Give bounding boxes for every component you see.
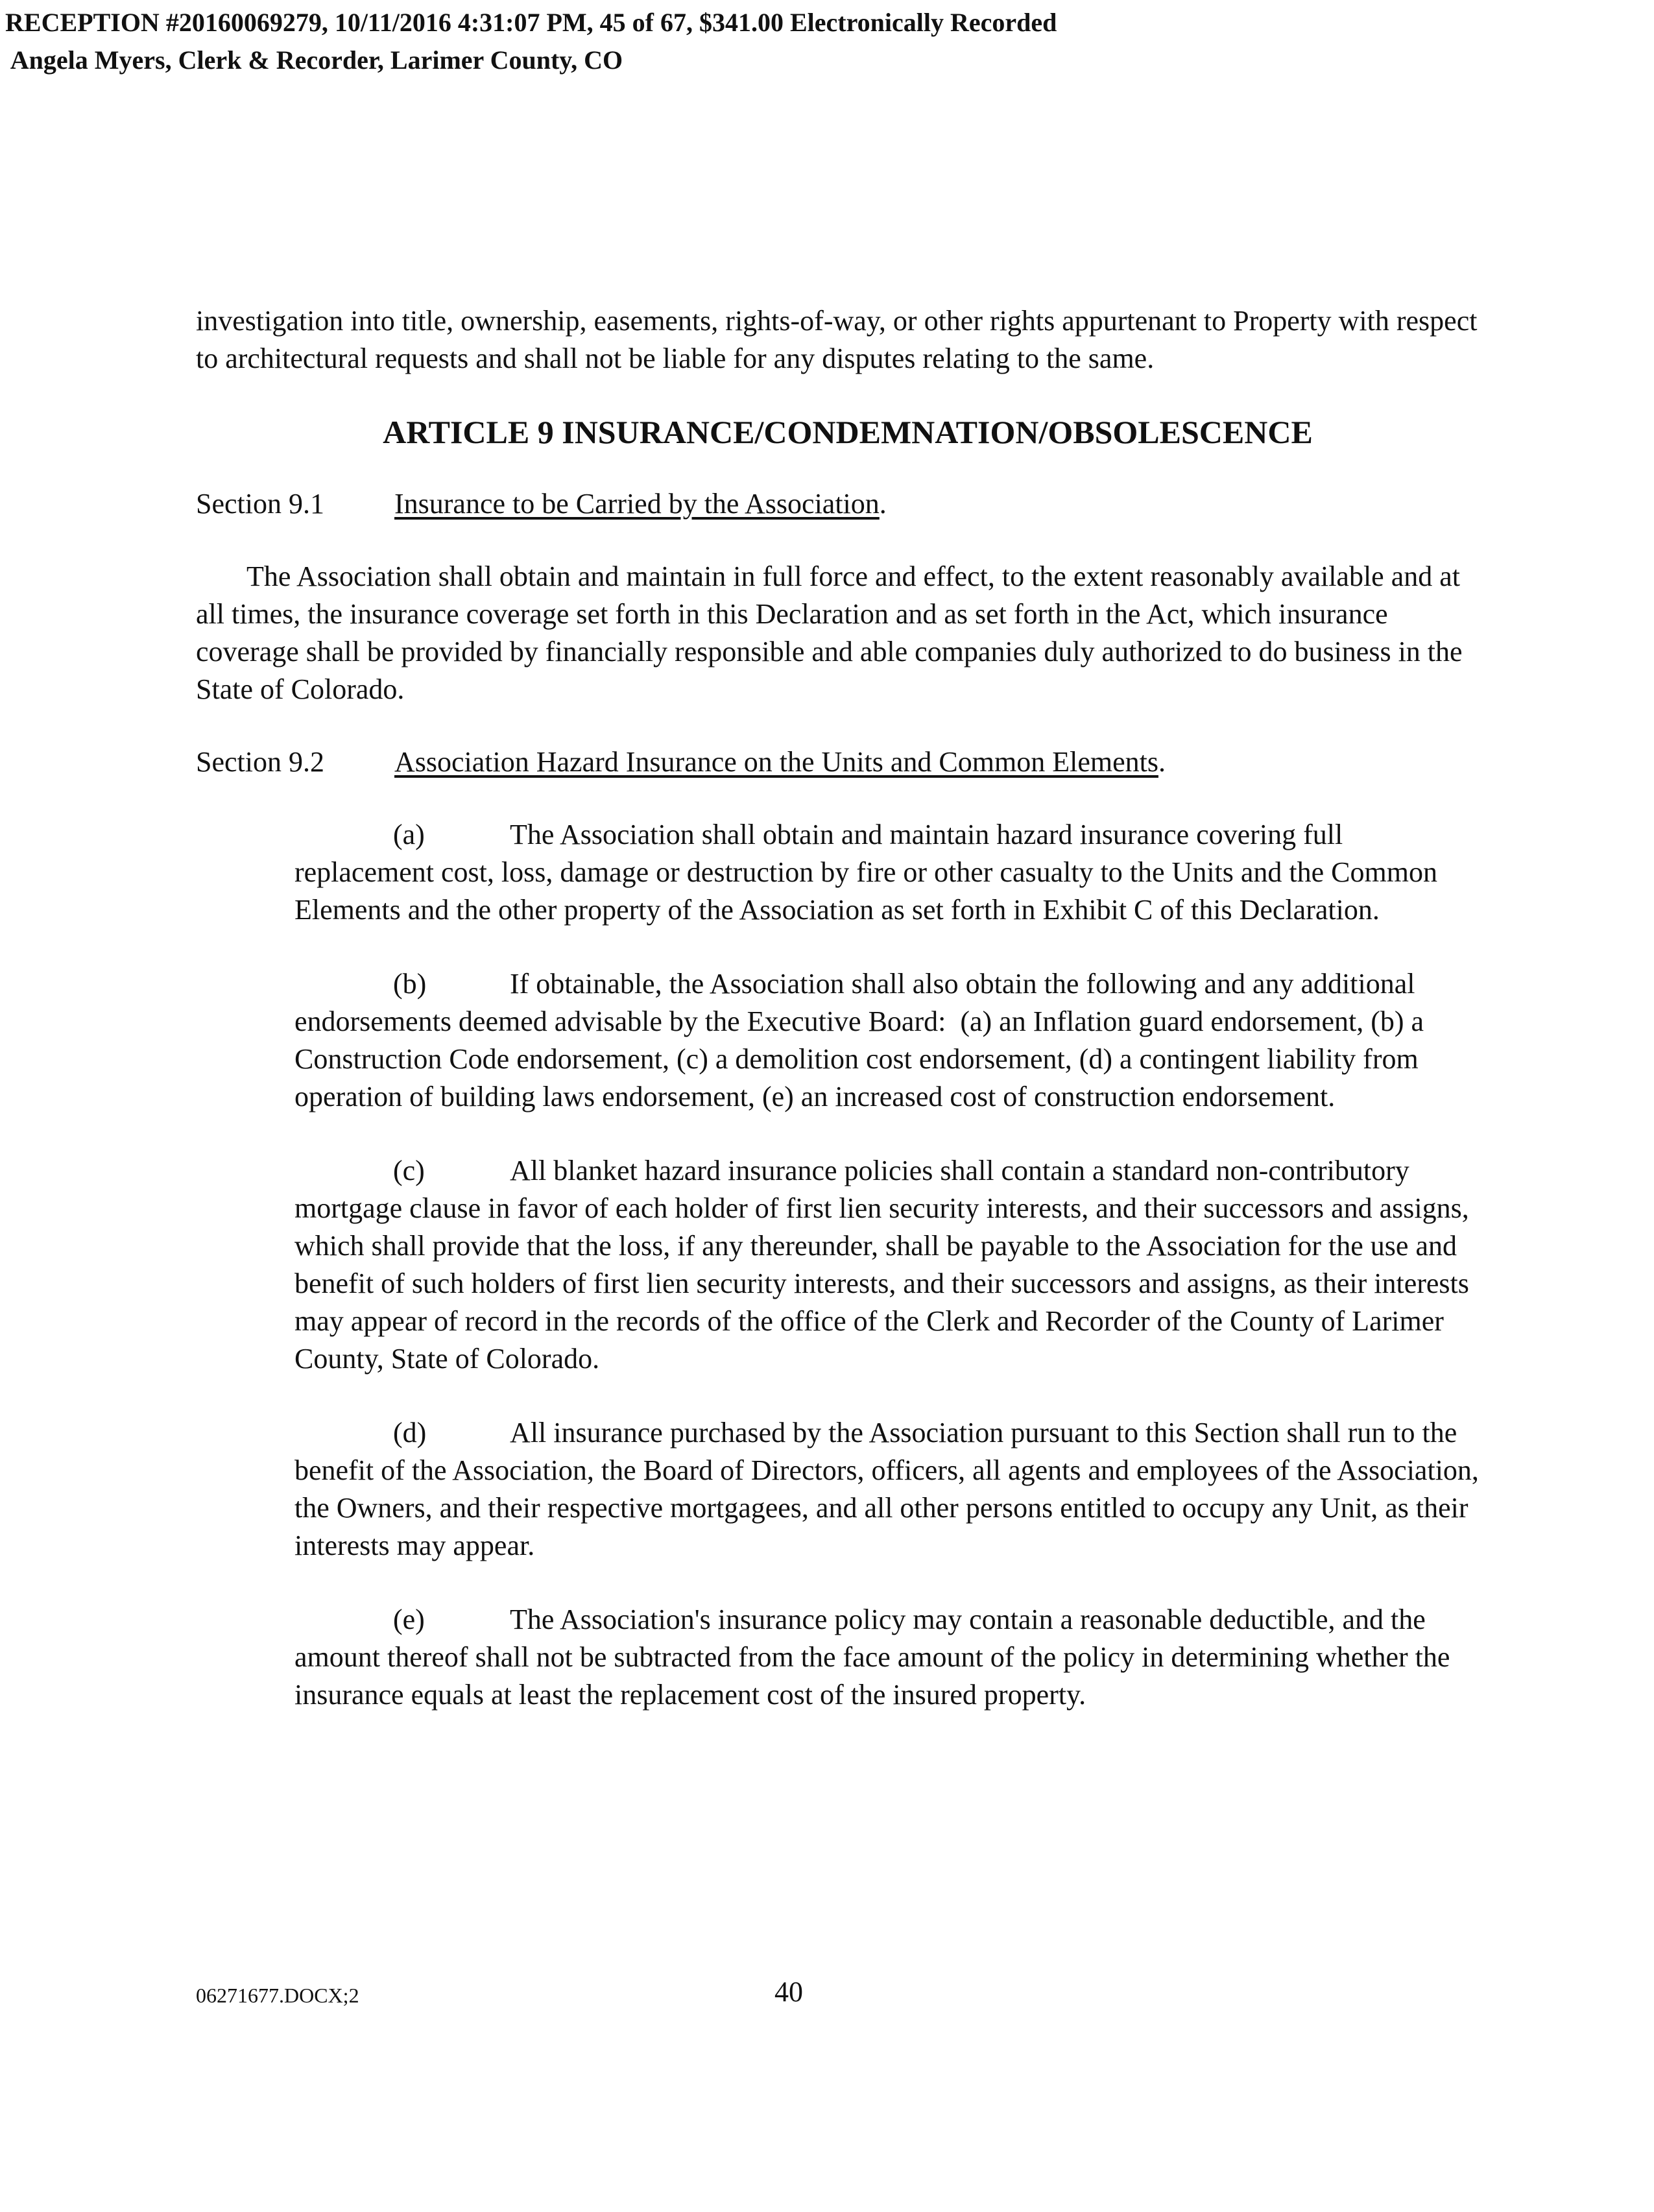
subsection-e-text: The Association's insurance policy may contain a reasonable deductible, and the amount thereof shall not be subtracted from the face amount of the policy in determining whether the insurance equals at least the replacement cost of the insured property.: [294, 1604, 1450, 1711]
recording-stamp-line-1: RECEPTION #20160069279, 10/11/2016 4:31:07 PM, 45 of 67, $341.00 Electronically Recorded: [5, 8, 1057, 37]
subsection-e: [294, 1601, 1480, 1714]
subsection-a-text: The Association shall obtain and maintain hazard insurance covering full replacement cost, loss, damage or destruction by fire or other casualty to the Units and the Common Elements and the other property of the Association as set forth in Exhibit C of this Declaration.: [294, 819, 1437, 926]
page-footer: [196, 1973, 1480, 2012]
subsection-d: [294, 1414, 1480, 1565]
section-9-1-title-period: .: [879, 488, 887, 520]
section-9-1-title: Insurance to be Carried by the Association: [394, 488, 880, 520]
section-9-2-heading: [196, 743, 1480, 781]
recording-stamp-line-2: Angela Myers, Clerk & Recorder, Larimer County, CO: [5, 45, 623, 75]
subsection-d-text: All insurance purchased by the Association pursuant to this Section shall run to the benefit of the Association, the Board of Directors, officers, all agents and employees of the Association, the Owners, and their respective mortgagees, and all other persons entitled to occupy any Unit, as their interests may appear.: [294, 1417, 1479, 1561]
subsection-c-text: All blanket hazard insurance policies shall contain a standard non-contributory mortgage clause in favor of each holder of first lien security interests, and their successors and assigns, which shall provide that the loss, if any thereunder, shall be payable to the Association for the use and benefit of such holders of first lien security interests, and their successors and assigns, as their interests may appear of record in the records of the office of the Clerk and Recorder of the County of Larimer County, State of Colorado.: [294, 1155, 1469, 1375]
section-9-2-title: Association Hazard Insurance on the Units and Common Elements: [394, 746, 1158, 778]
continuation-paragraph: investigation into title, ownership, easements, rights-of-way, or other rights appurtenant to Property with respect to architectural requests and shall not be liable for any disputes relating to the same.: [196, 305, 1478, 374]
section-9-1-body: The Association shall obtain and maintain in full force and effect, to the extent reasonably available and at all times, the insurance coverage set forth in this Declaration and as set forth in the Act, which insurance coverage shall be provided by financially responsible and able companies duly authorized to do business in the State of Colorado.: [196, 560, 1463, 705]
subsection-e-label: (e): [393, 1604, 425, 1635]
section-9-1-number: Section 9.1: [196, 488, 324, 520]
page-number: 40: [774, 1976, 803, 2008]
section-9-1-heading: [196, 485, 1480, 523]
subsection-a: [294, 816, 1480, 929]
section-9-2-title-period: .: [1158, 746, 1166, 778]
section-9-2-number: Section 9.2: [196, 746, 324, 778]
recording-stamp: [5, 4, 1057, 79]
subsection-c: [294, 1152, 1480, 1378]
subsection-b-label: (b): [393, 968, 427, 1000]
document-id: 06271677.DOCX;2: [196, 1984, 359, 2007]
article-heading: ARTICLE 9 INSURANCE/CONDEMNATION/OBSOLESCENCE: [383, 414, 1313, 450]
subsection-b: [294, 965, 1480, 1116]
subsection-d-label: (d): [393, 1417, 427, 1449]
subsection-b-text: If obtainable, the Association shall also obtain the following and any additional endorsements deemed advisable by the Executive Board: (a) an Inflation guard endorsement, (b) a Construction Code endorsement, (c) a demolition cost endorsement, (d) a contingent liability from operation of building laws endorsement, (e) an increased cost of construction endorsement.: [294, 968, 1432, 1112]
subsection-c-label: (c): [393, 1155, 425, 1186]
subsection-a-label: (a): [393, 819, 425, 850]
document-body: [196, 302, 1480, 1750]
